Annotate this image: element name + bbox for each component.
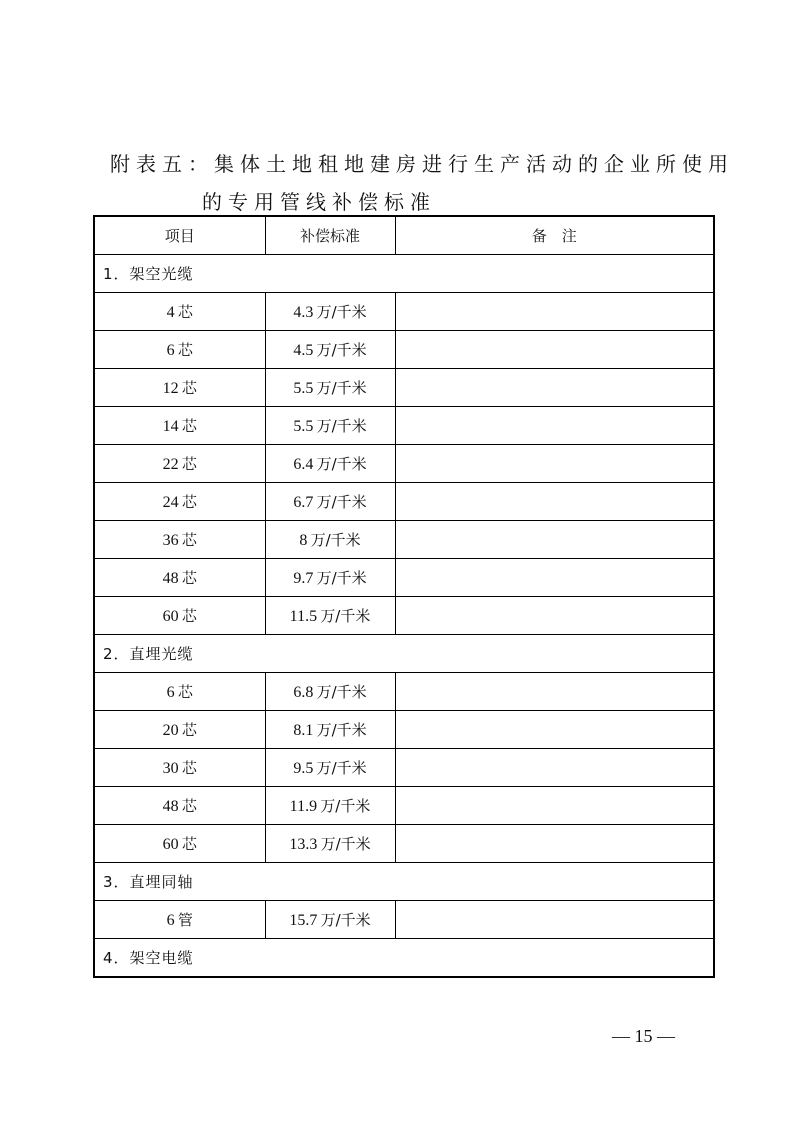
remark-cell: [395, 445, 714, 483]
item-unit: 芯: [177, 303, 193, 321]
table-header-row: [94, 216, 714, 255]
standard-cell: [265, 787, 395, 825]
standard-cell: [265, 597, 395, 635]
standard-cell: [265, 293, 395, 331]
item-cell: [94, 521, 265, 559]
header-remark: 备 注: [395, 216, 714, 255]
standard-value: 5.5: [293, 418, 314, 435]
table-row: [94, 825, 714, 863]
standard-rate-unit: 万/千米: [316, 759, 367, 777]
standard-value: 6.4: [293, 456, 314, 473]
table-row: [94, 673, 714, 711]
remark-cell: [395, 407, 714, 445]
standard-rate-unit: 万/千米: [316, 303, 367, 321]
table-row: [94, 521, 714, 559]
standard-rate-unit: 万/千米: [316, 683, 367, 701]
item-unit: 芯: [181, 759, 197, 777]
remark-cell: [395, 673, 714, 711]
standard-cell: [265, 483, 395, 521]
remark-cell: [395, 749, 714, 787]
remark-cell: [395, 711, 714, 749]
table-row: [94, 787, 714, 825]
item-unit: 芯: [177, 341, 193, 359]
standard-value: 5.5: [293, 380, 314, 397]
standard-cell: [265, 749, 395, 787]
standard-rate-unit: 万/千米: [316, 455, 367, 473]
item-count: 4: [166, 304, 175, 321]
item-cell: [94, 407, 265, 445]
item-cell: [94, 293, 265, 331]
table-row: [94, 445, 714, 483]
table-row: [94, 369, 714, 407]
item-unit: 芯: [181, 835, 197, 853]
section-label: 1．架空光缆: [94, 255, 714, 293]
standard-cell: [265, 407, 395, 445]
standard-rate-unit: 万/千米: [316, 417, 367, 435]
item-cell: [94, 787, 265, 825]
item-count: 36: [162, 532, 179, 549]
standard-value: 8: [299, 532, 308, 549]
standard-cell: [265, 369, 395, 407]
standard-value: 4.3: [293, 304, 314, 321]
item-count: 6: [166, 342, 175, 359]
item-cell: [94, 901, 265, 939]
standard-rate-unit: 万/千米: [320, 911, 371, 929]
item-cell: [94, 483, 265, 521]
standard-value: 6.8: [293, 684, 314, 701]
remark-cell: [395, 825, 714, 863]
standard-rate-unit: 万/千米: [320, 797, 371, 815]
standard-value: 11.5: [289, 608, 318, 625]
page-title-line-1: 附表五：集体土地租地建房进行生产活动的企业所使用: [110, 152, 734, 176]
standard-cell: [265, 521, 395, 559]
item-unit: 芯: [181, 721, 197, 739]
section-label: 3．直埋同轴: [94, 863, 714, 901]
item-count: 24: [162, 494, 179, 511]
standard-rate-unit: 万/千米: [316, 379, 367, 397]
remark-cell: [395, 293, 714, 331]
standard-value: 4.5: [293, 342, 314, 359]
item-count: 14: [162, 418, 179, 435]
compensation-table: [93, 215, 715, 978]
page-title-line-2: 的专用管线补偿标准: [202, 190, 436, 214]
item-cell: [94, 825, 265, 863]
item-unit: 芯: [181, 531, 197, 549]
standard-value: 8.1: [293, 722, 314, 739]
standard-value: 6.7: [293, 494, 314, 511]
item-cell: [94, 749, 265, 787]
table-row: [94, 749, 714, 787]
table-row: [94, 407, 714, 445]
standard-value: 11.9: [289, 798, 318, 815]
remark-cell: [395, 331, 714, 369]
remark-cell: [395, 901, 714, 939]
item-unit: 芯: [181, 797, 197, 815]
table-row: [94, 559, 714, 597]
item-unit: 芯: [181, 569, 197, 587]
item-cell: [94, 369, 265, 407]
section-row: [94, 863, 714, 901]
item-cell: [94, 673, 265, 711]
item-unit: 芯: [177, 683, 193, 701]
standard-rate-unit: 万/千米: [316, 721, 367, 739]
remark-cell: [395, 597, 714, 635]
remark-cell: [395, 787, 714, 825]
standard-cell: [265, 331, 395, 369]
standard-rate-unit: 万/千米: [316, 493, 367, 511]
standard-rate-unit: 万/千米: [320, 607, 371, 625]
item-cell: [94, 597, 265, 635]
item-count: 12: [162, 380, 179, 397]
standard-rate-unit: 万/千米: [310, 531, 361, 549]
table-row: [94, 293, 714, 331]
section-label: 2．直埋光缆: [94, 635, 714, 673]
section-row: [94, 255, 714, 293]
item-count: 20: [162, 722, 179, 739]
standard-rate-unit: 万/千米: [316, 569, 367, 587]
remark-cell: [395, 369, 714, 407]
table-body: [94, 255, 714, 978]
section-label: 4．架空电缆: [94, 939, 714, 978]
standard-cell: [265, 673, 395, 711]
standard-rate-unit: 万/千米: [316, 341, 367, 359]
standard-value: 9.7: [293, 570, 314, 587]
remark-cell: [395, 483, 714, 521]
standard-cell: [265, 825, 395, 863]
standard-cell: [265, 711, 395, 749]
item-unit: 芯: [181, 493, 197, 511]
item-unit: 芯: [181, 455, 197, 473]
section-row: [94, 635, 714, 673]
table-row: [94, 711, 714, 749]
standard-value: 9.5: [293, 760, 314, 777]
item-count: 60: [162, 608, 179, 625]
item-unit: 芯: [181, 379, 197, 397]
page-number: — 15 —: [612, 1026, 675, 1046]
table-row: [94, 331, 714, 369]
standard-value: 15.7: [289, 912, 318, 929]
header-item: 项目: [94, 216, 265, 255]
item-cell: [94, 331, 265, 369]
table-row: [94, 483, 714, 521]
remark-cell: [395, 559, 714, 597]
item-count: 6: [166, 684, 175, 701]
item-cell: [94, 559, 265, 597]
standard-cell: [265, 445, 395, 483]
item-cell: [94, 711, 265, 749]
item-cell: [94, 445, 265, 483]
item-unit: 芯: [181, 417, 197, 435]
item-count: 6: [166, 912, 175, 929]
item-count: 48: [162, 798, 179, 815]
item-count: 60: [162, 836, 179, 853]
item-count: 22: [162, 456, 179, 473]
table-row: [94, 901, 714, 939]
standard-value: 13.3: [289, 836, 318, 853]
section-row: [94, 939, 714, 978]
header-standard: 补偿标准: [265, 216, 395, 255]
remark-cell: [395, 521, 714, 559]
standard-rate-unit: 万/千米: [320, 835, 371, 853]
standard-cell: [265, 559, 395, 597]
item-unit: 管: [177, 911, 193, 929]
item-count: 48: [162, 570, 179, 587]
item-unit: 芯: [181, 607, 197, 625]
standard-cell: [265, 901, 395, 939]
table-row: [94, 597, 714, 635]
item-count: 30: [162, 760, 179, 777]
